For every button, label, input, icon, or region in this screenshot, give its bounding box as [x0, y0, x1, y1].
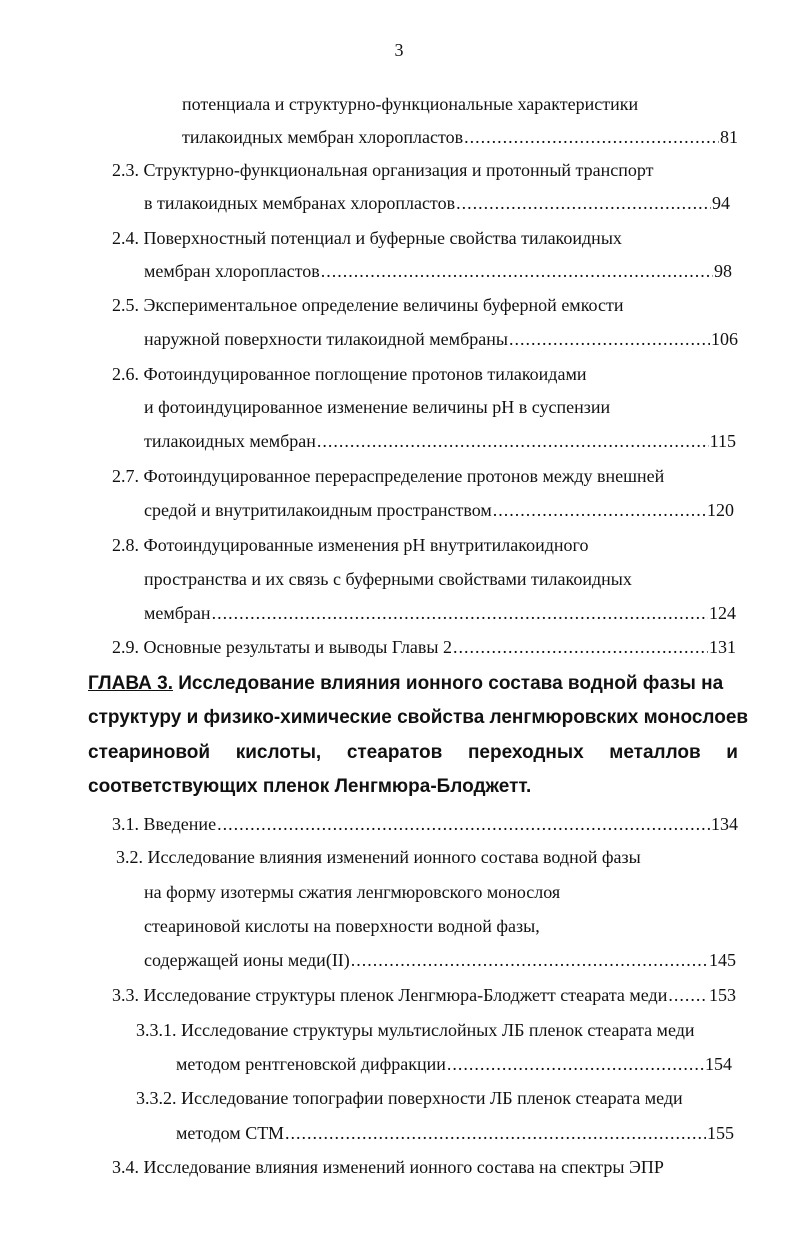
- leader-dots: [217, 812, 710, 836]
- toc-line: [136, 1086, 683, 1110]
- leader-dots: [493, 498, 706, 522]
- toc-line-text: 2.6. Фотоиндуцированное поглощение протонов тилакоидами: [112, 364, 587, 384]
- page-ref: 155: [707, 1123, 734, 1143]
- chapter-title-line2: структуру и физико-химические свойства ленгмюровских монослоев: [88, 707, 749, 728]
- toc-line-text: содержащей ионы меди(II): [144, 950, 350, 970]
- toc-line: [112, 533, 588, 557]
- chapter-word: кислоты,: [235, 742, 322, 763]
- toc-line: [144, 948, 736, 972]
- toc-line-text: тилакоидных мембран: [144, 431, 316, 451]
- toc-line-text: в тилакоидных мембранах хлоропластов: [144, 193, 456, 213]
- leader-dots: [212, 601, 708, 625]
- toc-line: [144, 395, 610, 419]
- toc-line: [116, 845, 641, 869]
- toc-line-text: 2.7. Фотоиндуцированное перераспределение протонов между внешней: [112, 466, 665, 486]
- page-ref: 134: [711, 814, 738, 834]
- toc-line-text: стеариновой кислоты на поверхности водной фазы,: [144, 916, 540, 936]
- toc-line-text: пространства и их связь с буферными свойствами тилакоидных: [144, 569, 632, 589]
- page-ref: 154: [705, 1054, 732, 1074]
- chapter-heading-line: [88, 741, 738, 765]
- toc-line: [144, 601, 736, 625]
- chapter-heading-line: [88, 672, 738, 696]
- page-ref: 131: [709, 637, 736, 657]
- leader-dots: [351, 948, 708, 972]
- toc-line: [112, 635, 736, 659]
- page-ref: 145: [709, 950, 736, 970]
- toc-line-text: мембран хлоропластов: [144, 261, 320, 281]
- toc-line: [176, 1121, 734, 1145]
- toc-line: [144, 327, 738, 351]
- toc-line: [112, 226, 622, 250]
- toc-line-text: 2.3. Структурно-функциональная организация и протонный транспорт: [112, 160, 654, 180]
- chapter-word: металлов: [609, 742, 701, 763]
- toc-line-text: наружной поверхности тилакоидной мембраны: [144, 329, 508, 349]
- page-ref: 153: [709, 985, 736, 1005]
- toc-line: [144, 567, 632, 591]
- toc-line: [176, 1052, 732, 1076]
- page-ref: 120: [707, 500, 734, 520]
- toc-line-text: 2.8. Фотоиндуцированные изменения pH внутритилакоидного: [112, 535, 589, 555]
- toc-line: [112, 464, 664, 488]
- toc-line: [112, 158, 654, 182]
- toc-line: [112, 293, 623, 317]
- toc-line-text: 3.3.2. Исследование топографии поверхности ЛБ пленок стеарата меди: [136, 1088, 683, 1108]
- chapter-title-line1: Исследование влияния ионного состава водной фазы на: [178, 673, 724, 694]
- page-ref: 106: [711, 329, 738, 349]
- toc-line-text: 3.1. Введение: [112, 814, 217, 834]
- toc-line: [112, 983, 736, 1007]
- chapter-label: ГЛАВА 3.: [88, 673, 173, 694]
- toc-line: [182, 92, 638, 116]
- toc-line: [144, 429, 736, 453]
- chapter-title-line4: соответствующих пленок Ленгмюра-Блоджетт.: [88, 776, 532, 797]
- toc-line: [112, 812, 738, 836]
- chapter-heading-line: [88, 775, 738, 799]
- toc-line: [112, 1155, 664, 1179]
- toc-line: [144, 498, 734, 522]
- toc-line-text: 3.3. Исследование структуры пленок Ленгмюра-Блоджетт стеарата меди: [112, 985, 668, 1005]
- toc-line-text: средой и внутритилакоидным пространством: [144, 500, 492, 520]
- leader-dots: [317, 429, 709, 453]
- page-number: 3: [394, 40, 404, 60]
- toc-line: [182, 125, 738, 149]
- page-ref: 81: [720, 127, 738, 147]
- toc-line-text: 3.3.1. Исследование структуры мультислойных ЛБ пленок стеарата меди: [136, 1020, 695, 1040]
- page-ref: 115: [709, 431, 736, 451]
- toc-line: [112, 362, 586, 386]
- leader-dots: [285, 1121, 706, 1145]
- leader-dots: [453, 635, 708, 659]
- leader-dots: [321, 259, 713, 283]
- toc-line-text: и фотоиндуцированное изменение величины pH в суспензии: [144, 397, 611, 417]
- leader-dots: [456, 191, 711, 215]
- toc-line-text: мембран: [144, 603, 211, 623]
- toc-line: [144, 191, 730, 215]
- toc-line: [144, 914, 540, 938]
- chapter-heading-line: [88, 706, 749, 730]
- toc-line: [136, 1018, 695, 1042]
- leader-dots: [464, 125, 719, 149]
- page-ref: 98: [714, 261, 732, 281]
- chapter-word: переходных: [467, 742, 584, 763]
- toc-line-text: на форму изотермы сжатия ленгмюровского монослоя: [144, 882, 561, 902]
- toc-line-text: методом СТМ: [176, 1123, 284, 1143]
- toc-line-text: 3.2. Исследование влияния изменений ионного состава водной фазы: [116, 847, 641, 867]
- toc-line-text: методом рентгеновской дифракции: [176, 1054, 446, 1074]
- toc-line-text: 2.9. Основные результаты и выводы Главы 2: [112, 637, 453, 657]
- chapter-word: и: [726, 742, 738, 763]
- toc-line-text: 3.4. Исследование влияния изменений ионного состава на спектры ЭПР: [112, 1157, 664, 1177]
- toc-line: [144, 880, 560, 904]
- toc-line: [144, 259, 732, 283]
- toc-line-text: тилакоидных мембран хлоропластов: [182, 127, 464, 147]
- page-ref: 94: [712, 193, 730, 213]
- chapter-word: стеаратов: [346, 742, 443, 763]
- toc-line-text: 2.4. Поверхностный потенциал и буферные свойства тилакоидных: [112, 228, 622, 248]
- leader-dots: [447, 1052, 704, 1076]
- toc-line-text: 2.5. Экспериментальное определение величины буферной емкости: [112, 295, 624, 315]
- chapter-word: стеариновой: [88, 742, 211, 763]
- leader-dots: [509, 327, 710, 351]
- page-ref: 124: [709, 603, 736, 623]
- leader-dots: [668, 983, 708, 1007]
- toc-line-text: потенциала и структурно-функциональные характеристики: [182, 94, 639, 114]
